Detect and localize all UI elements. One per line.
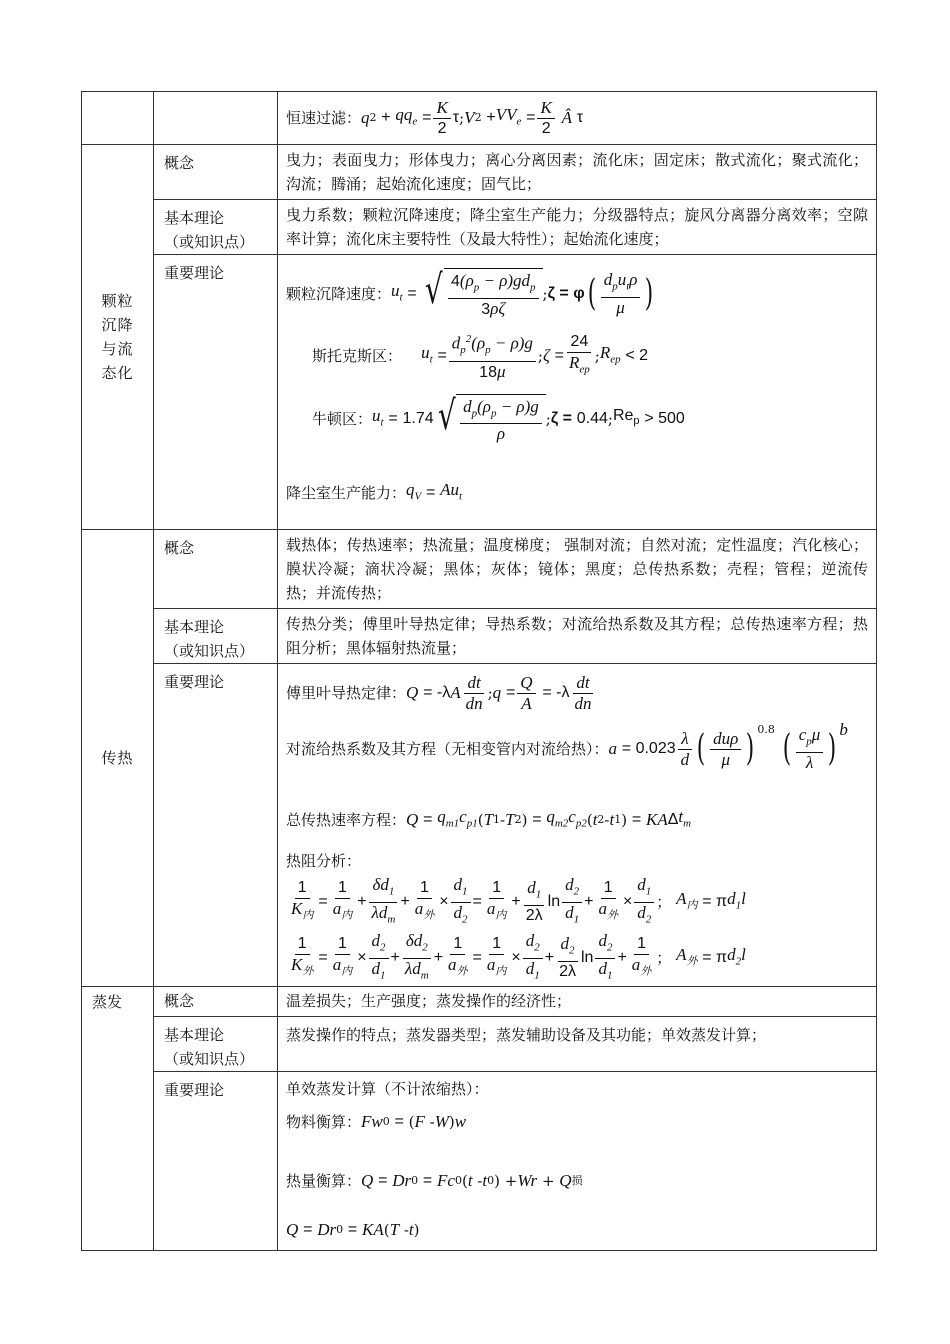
basic-label-line1: 基本理论 bbox=[164, 209, 225, 227]
heat-rate-formula: Q = Dr 0 = KA ( T - t ) bbox=[286, 1220, 420, 1239]
basic-theory-label bbox=[154, 200, 278, 255]
basic-label-line2: （或知识点） bbox=[164, 1050, 255, 1068]
concept-text: 曳力；表面曳力；形体曳力；离心分离因素；流化床；固定床；散式流化；聚式流化；沟流；腾涌；起始流化速度；固气比； bbox=[278, 145, 877, 200]
formula-label: 傅里叶导热定律： bbox=[286, 684, 407, 702]
concept-text: 温差损失；生产强度；蒸发操作的经济性； bbox=[278, 987, 877, 1017]
empty-cell bbox=[154, 92, 278, 145]
formula-label: 总传热速率方程： bbox=[286, 811, 407, 829]
evap-formulas bbox=[278, 1072, 877, 1251]
formula-label: 颗粒沉降速度： bbox=[286, 285, 392, 303]
newton-formula: 牛顿区： $u_t$ = 1.74 √ $\frac{d_p(\rho_p - \rho)g}{\rho}$ ; ζ = 0.44 ; $Re_p$ > 500 bbox=[312, 392, 685, 444]
concept-label: 概念 bbox=[154, 530, 278, 609]
calc-label: 单效蒸发计算（不计浓缩热）： bbox=[286, 1080, 489, 1098]
formula-label: 恒速过滤： bbox=[286, 109, 362, 127]
heat-balance-formula: 热量衡算： Q = Dr 0 = Fc 0 ( t - t 0 ) + Wr + Q 损 bbox=[286, 1142, 876, 1210]
resistance-label: 热阻分析： bbox=[286, 852, 362, 870]
section-title-heat: 传热 bbox=[82, 530, 154, 987]
material-balance-formula: 物料衡算： Fw 0 = ( F - W ) w bbox=[286, 1102, 876, 1142]
concept-label: 概念 bbox=[154, 987, 278, 1017]
important-theory-label: 重要理论 bbox=[154, 1072, 278, 1251]
formula-label: 斯托克斯区： bbox=[312, 347, 403, 365]
total-rate-formula: 总传热速率方程： Q = $q_{m1}c_{p1}$ ( T 1 - T 2 ) = $q_{m2}c_{p2}$ ( t 2 - t 1 ) = KA Δ $t_m$ bbox=[286, 780, 876, 848]
basic-label-line2: （或知识点） bbox=[164, 233, 255, 251]
section-title-line: 颗粒 bbox=[101, 292, 134, 310]
formula-label: 牛顿区： bbox=[312, 410, 373, 428]
capacity-formula: 降尘室生产能力： $q_V$ = $Au_t$ bbox=[286, 451, 876, 523]
section-title-evap: 蒸发 bbox=[82, 987, 154, 1251]
formula-label: 对流给热系数及其方程（无相变管内对流给热）： bbox=[286, 740, 609, 758]
filtration-formula: 恒速过滤： q 2 + $qq_e$ = $\frac{K}{2}$ τ ; V 2 + $VV_e$ = $\frac{K}{2}$ Â τ bbox=[286, 97, 584, 137]
fourier-formula: 傅里叶导热定律： Q = -λ A $\frac{dt}{dn}$ ; q = $\frac{Q}{A}$ = -λ $\frac{dt}{dn}$ bbox=[286, 672, 592, 713]
basic-theory-text: 传热分类；傅里叶导热定律；导热系数；对流给热系数及其方程；总传热速率方程；热阻分析；黑体辐射热流量； bbox=[278, 609, 877, 664]
heat-formulas bbox=[278, 664, 877, 987]
formula-label: 物料衡算： bbox=[286, 1113, 362, 1131]
basic-label-line1: 基本理论 bbox=[164, 1026, 225, 1044]
settling-velocity-formula: 颗粒沉降速度： $u_t$ = √ $\frac{4(\rho_p - \rho)gd_p}{3\rho\zeta}$ ; ζ = φ ( $\frac{d_pu_t\rho}{\mu}$ ) bbox=[286, 267, 654, 318]
stokes-formula: 斯托克斯区： $u_t$ = $\frac{d_p^2(\rho_p - \rho)g}{18\mu}$ ; ζ = $\frac{24}{R_{ep}}$ ; $R_{ep}$ < 2 bbox=[286, 325, 876, 387]
concept-label: 概念 bbox=[154, 145, 278, 200]
settling-formulas bbox=[278, 255, 877, 530]
convection-formula: 对流给热系数及其方程（无相变管内对流给热）： a = 0.023 $\frac{\lambda}{d}$ ( $\frac{\text{duρ}}{\mu}$ ) $^{0.8}$ ( $\frac{c_p\mu}{\lambda}$ ) b bbox=[286, 720, 848, 772]
resistance-outer-formula: $\frac{1}{K_外}$ = $\frac{1}{a_内}$ × $\frac{d_2}{d_1}$ + $\frac{\delta d_2}{\lambda d_m}$ + $\frac{1}{a_外}$ = $\frac{1}{a_内}$ × $\frac{d_2}{d_1}$ + $\frac{d_2}{2\lambda}$ ln $\frac{d_2}{d_1}$ + $\frac{1}{a_外}$ ； $A_外$ = π $d_2l$ bbox=[291, 931, 746, 981]
section-title-line: 态化 bbox=[101, 364, 134, 382]
formula-label: 热量衡算： bbox=[286, 1172, 362, 1190]
basic-theory-text: 蒸发操作的特点；蒸发器类型；蒸发辅助设备及其功能；单效蒸发计算； bbox=[278, 1017, 877, 1072]
basic-label-line2: （或知识点） bbox=[164, 642, 255, 660]
important-theory-label: 重要理论 bbox=[154, 664, 278, 987]
basic-theory-label bbox=[154, 609, 278, 664]
formula-label: 降尘室生产能力： bbox=[286, 484, 407, 502]
resistance-inner-formula: $\frac{1}{K_内}$ = $\frac{1}{a_内}$ + $\frac{\delta d_1}{\lambda d_m}$ + $\frac{1}{a_外}$ × $\frac{d_1}{d_2}$ = $\frac{1}{a_内}$ + $\frac{d_1}{2\lambda}$ ln $\frac{d_2}{d_1}$ + $\frac{1}{a_外}$ × $\frac{d_1}{d_2}$ ； $A_内$ = π $d_1l$ bbox=[291, 875, 746, 925]
section-title-line: 沉降 bbox=[101, 316, 134, 334]
section-title-settling bbox=[82, 145, 154, 530]
summary-table bbox=[81, 91, 877, 1251]
concept-text: 载热体；传热速率；热流量；温度梯度； 强制对流；自然对流；定性温度；汽化核心；膜状冷凝；滴状冷凝；黑体；灰体；镜体；黑度；总传热系数；壳程；管程；逆流传热；并流传热； bbox=[278, 530, 877, 609]
basic-theory-label bbox=[154, 1017, 278, 1072]
basic-label-line1: 基本理论 bbox=[164, 618, 225, 636]
filtration-formula-cell bbox=[278, 92, 877, 145]
basic-theory-text: 曳力系数；颗粒沉降速度；降尘室生产能力；分级器特点；旋风分离器分离效率；空隙率计算；流化床主要特性（及最大特性）；起始流化速度； bbox=[278, 200, 877, 255]
section-title-line: 与流 bbox=[101, 340, 134, 358]
empty-cell bbox=[82, 92, 154, 145]
important-theory-label: 重要理论 bbox=[154, 255, 278, 530]
